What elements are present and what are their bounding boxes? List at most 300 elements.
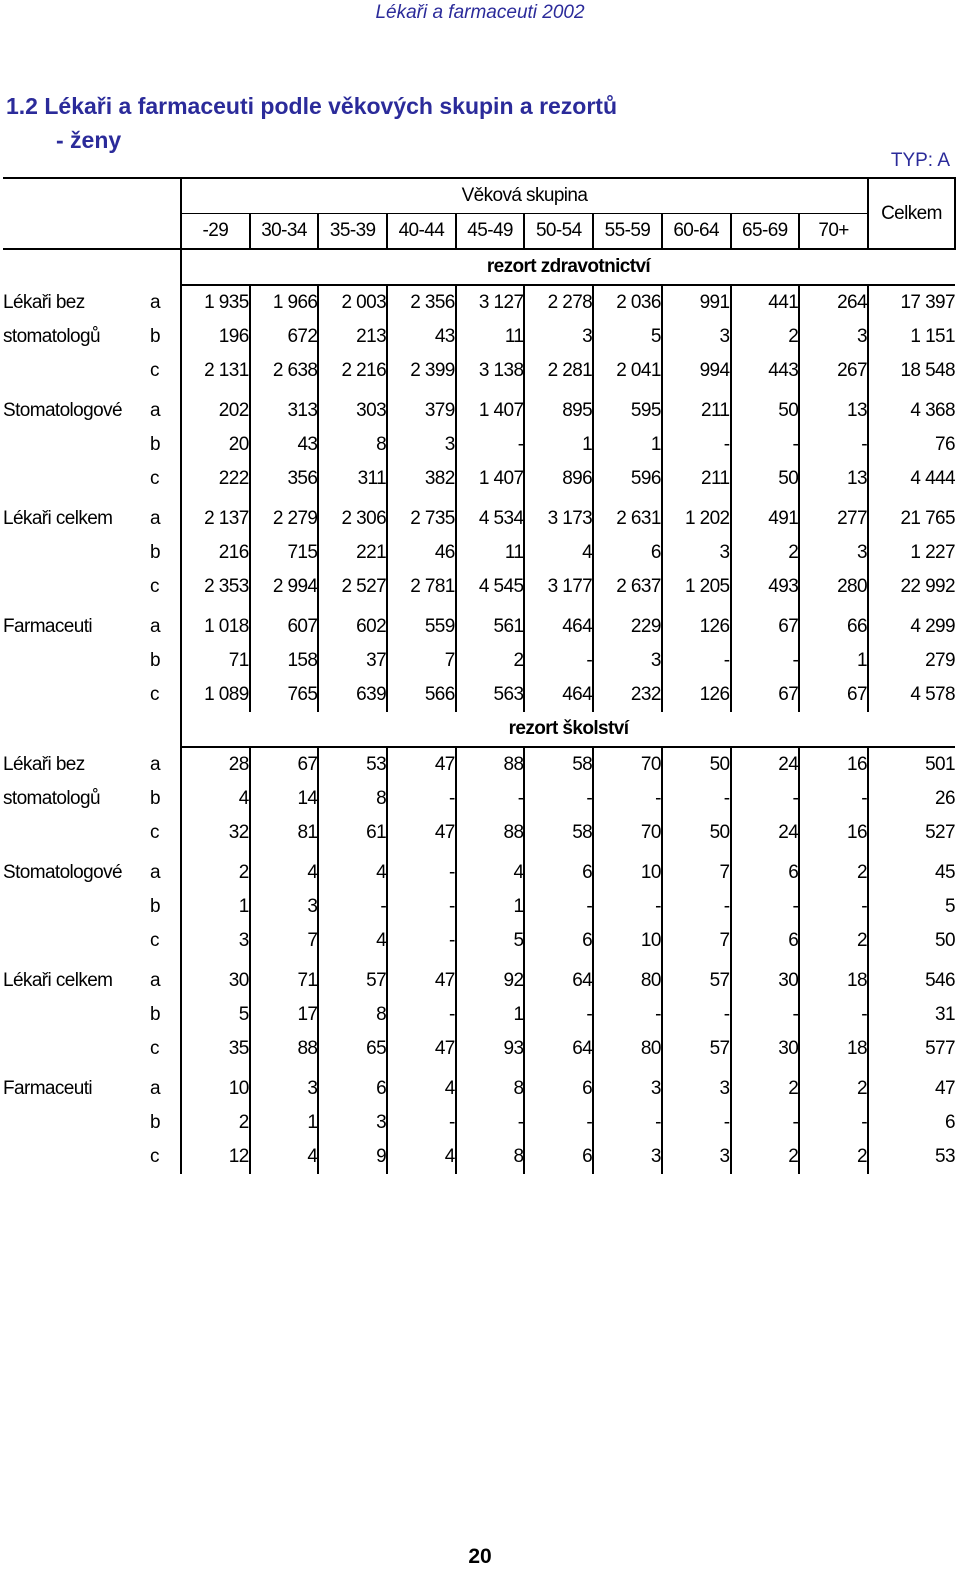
row-label: Lékaři celkem [3,970,113,991]
table-cell: 896 [524,462,593,496]
table-cell: 47 [387,958,456,998]
table-cell: 57 [662,1032,731,1066]
total-cell: 76 [868,428,955,462]
table-cell: 303 [318,388,387,428]
header-row-group [3,178,955,214]
row-sublabel: a [150,862,160,883]
row-sublabel: c [150,1146,159,1167]
table-cell: 211 [662,388,731,428]
table-cell: 10 [593,924,662,958]
table-cell: 126 [662,604,731,644]
row-label: Lékaři bez [3,291,85,313]
table-cell: 16 [799,747,868,782]
table-row [3,428,955,462]
row-label: stomatologů [3,326,100,347]
table-cell: 66 [799,604,868,644]
table-cell: 88 [250,1032,319,1066]
table-cell: 379 [387,388,456,428]
table-row [3,890,955,924]
row-sublabel: c [150,930,159,951]
table-cell: 126 [662,678,731,712]
table-cell: - [662,890,731,924]
age-group-header: 70+ [799,214,868,250]
age-group-header: 50-54 [524,214,593,250]
table-cell: 50 [731,462,800,496]
table-cell: 3 [662,320,731,354]
table-cell: 8 [318,428,387,462]
table-cell: 232 [593,678,662,712]
table-cell: 277 [799,496,868,536]
table-row [3,320,955,354]
table-cell: 313 [250,388,319,428]
age-groups-row [3,214,955,250]
table-row [3,998,955,1032]
table-cell: 8 [318,782,387,816]
table-row [3,816,955,850]
table-cell: 4 [318,850,387,890]
row-sublabel: a [150,291,160,313]
table-row [3,354,955,388]
table-cell: 4 [456,850,525,890]
table-cell: 14 [250,782,319,816]
table-cell: 30 [731,958,800,998]
table-cell: 7 [662,924,731,958]
table-cell: - [799,1106,868,1140]
table-cell: - [593,1106,662,1140]
table-row [3,285,955,320]
table-row [3,496,955,536]
table-cell: 70 [593,816,662,850]
table-cell: 10 [593,850,662,890]
table-cell: 64 [524,958,593,998]
section-blank [3,249,181,285]
table-cell: - [524,782,593,816]
table-cell: 67 [731,678,800,712]
table-cell: 12 [181,1140,250,1174]
row-sublabel: a [150,508,160,529]
table-cell: 559 [387,604,456,644]
table-cell: - [731,428,800,462]
table-cell: 443 [731,354,800,388]
table-cell: 28 [181,747,250,782]
table-cell: 1 [524,428,593,462]
row-sublabel: c [150,684,159,705]
table-cell: 2 306 [318,496,387,536]
table-row [3,1140,955,1174]
table-cell: 65 [318,1032,387,1066]
row-label [3,354,150,388]
table-cell: - [731,998,800,1032]
table-cell: 2 353 [181,570,250,604]
table-row [3,1032,955,1066]
section-title: rezort školství [181,712,955,747]
table-cell: 2 216 [318,354,387,388]
table-cell: - [456,782,525,816]
table-cell: 2 [181,850,250,890]
total-cell: 546 [868,958,955,998]
table-cell: 441 [731,285,800,320]
table-cell: 4 534 [456,496,525,536]
table-cell: 202 [181,388,250,428]
row-sublabel: b [150,434,160,455]
table-cell: 895 [524,388,593,428]
total-cell: 53 [868,1140,955,1174]
table-cell: 382 [387,462,456,496]
table-cell: 10 [181,1066,250,1106]
table-cell: 595 [593,388,662,428]
table-cell: 6 [524,850,593,890]
table-cell: 1 089 [181,678,250,712]
row-label [3,924,150,958]
table-cell: 80 [593,1032,662,1066]
table-cell: 3 [318,1106,387,1140]
table-cell: - [662,782,731,816]
table-cell: 596 [593,462,662,496]
table-cell: 3 [799,536,868,570]
row-sublabel: c [150,468,159,489]
row-label [3,428,150,462]
table-cell: 4 545 [456,570,525,604]
table-cell: 5 [593,320,662,354]
table-cell: 8 [456,1066,525,1106]
table-cell: 1 935 [181,285,250,320]
table-cell: 81 [250,816,319,850]
table-cell: 1 205 [662,570,731,604]
table-cell: 6 [524,1140,593,1174]
table-cell: 2 137 [181,496,250,536]
table-cell: 3 [593,1140,662,1174]
table-cell: 222 [181,462,250,496]
table-cell: 13 [799,388,868,428]
table-cell: 11 [456,320,525,354]
row-label: stomatologů [3,788,100,809]
table-cell: 2 [731,536,800,570]
row-sublabel: a [150,400,160,421]
table-cell: 8 [318,998,387,1032]
table-cell: 639 [318,678,387,712]
table-row [3,782,955,816]
table-cell: 1 [799,644,868,678]
header-blank [3,178,181,214]
table-cell: 93 [456,1032,525,1066]
table-cell: 267 [799,354,868,388]
table-cell: 3 [593,644,662,678]
table-cell: 4 [387,1140,456,1174]
table-cell: 196 [181,320,250,354]
table-cell: 18 [799,1032,868,1066]
table-cell: 47 [387,1032,456,1066]
table-cell: 2 041 [593,354,662,388]
table-cell: 88 [456,816,525,850]
table-cell: - [731,782,800,816]
total-cell: 17 397 [868,285,955,320]
table-cell: 464 [524,678,593,712]
table-cell: 4 [250,850,319,890]
table-cell: 1 [593,428,662,462]
total-cell: 50 [868,924,955,958]
table-cell: 2 [799,924,868,958]
table-cell: 57 [318,958,387,998]
row-sublabel: b [150,788,160,809]
row-sublabel: b [150,1004,160,1025]
table-cell: 1 [250,1106,319,1140]
total-cell: 527 [868,816,955,850]
age-group-header: 60-64 [662,214,731,250]
table-cell: 35 [181,1032,250,1066]
table-cell: 3 [662,1066,731,1106]
table-cell: 3 [387,428,456,462]
age-group-heading: Věková skupina [181,178,868,214]
table-cell: - [662,644,731,678]
table-cell: 2 003 [318,285,387,320]
table-cell: 4 [250,1140,319,1174]
total-cell: 47 [868,1066,955,1106]
row-sublabel: b [150,1112,160,1133]
table-cell: 2 [731,320,800,354]
table-cell: 50 [731,388,800,428]
table-cell: 1 202 [662,496,731,536]
table-cell: 20 [181,428,250,462]
table-cell: - [387,890,456,924]
table-cell: 2 638 [250,354,319,388]
table-row [3,644,955,678]
row-sublabel: c [150,360,159,381]
table-cell: 1 [456,998,525,1032]
table-cell: 64 [524,1032,593,1066]
table-cell: 80 [593,958,662,998]
table-cell: - [799,890,868,924]
table-cell: 2 994 [250,570,319,604]
data-table [3,177,956,1174]
table-cell: 3 [662,1140,731,1174]
table-cell: 4 [318,924,387,958]
table-cell: 765 [250,678,319,712]
table-cell: 47 [387,747,456,782]
table-cell: 17 [250,998,319,1032]
table-cell: 602 [318,604,387,644]
table-cell: 30 [731,1032,800,1066]
table-cell: 211 [662,462,731,496]
table-cell: 46 [387,536,456,570]
table-cell: 311 [318,462,387,496]
table-cell: - [387,850,456,890]
table-cell: 3 173 [524,496,593,536]
table-row [3,850,955,890]
table-cell: 18 [799,958,868,998]
table-cell: 5 [456,924,525,958]
table-cell: - [456,428,525,462]
table-cell: 50 [662,816,731,850]
total-cell: 4 578 [868,678,955,712]
table-cell: 3 [524,320,593,354]
table-cell: 71 [181,644,250,678]
table-cell: 2 637 [593,570,662,604]
table-cell: - [524,998,593,1032]
title-line-1: 1.2 Lékaři a farmaceuti podle věkových skupin a rezortů [6,93,618,119]
table-cell: 2 [799,1140,868,1174]
table-cell: 464 [524,604,593,644]
total-cell: 1 227 [868,536,955,570]
section-row [3,712,955,747]
table-cell: 1 407 [456,462,525,496]
table-cell: - [662,428,731,462]
row-label: Farmaceuti [3,616,93,637]
table-cell: 2 399 [387,354,456,388]
table-cell: 67 [250,747,319,782]
row-sublabel: c [150,822,159,843]
table-cell: 50 [662,747,731,782]
total-cell: 31 [868,998,955,1032]
row-sublabel: a [150,970,160,991]
age-group-header: 55-59 [593,214,662,250]
table-cell: - [593,890,662,924]
age-group-header: 45-49 [456,214,525,250]
row-label [3,536,150,570]
table-cell: 3 [662,536,731,570]
table-cell: 3 [250,890,319,924]
table-cell: 43 [387,320,456,354]
row-label [3,890,150,924]
table-cell: 2 781 [387,570,456,604]
table-row [3,958,955,998]
table-cell: 491 [731,496,800,536]
table-cell: 53 [318,747,387,782]
table-row [3,747,955,782]
table-cell: - [318,890,387,924]
section-blank [3,712,181,747]
table-cell: 67 [799,678,868,712]
table-cell: 3 [799,320,868,354]
table-row [3,924,955,958]
table-cell: 47 [387,816,456,850]
table-cell: 229 [593,604,662,644]
table-cell: 3 [593,1066,662,1106]
total-cell: 21 765 [868,496,955,536]
table-cell: 7 [250,924,319,958]
table-cell: 4 [181,782,250,816]
table-row [3,462,955,496]
row-label: Farmaceuti [3,1078,93,1099]
table-cell: - [593,998,662,1032]
table-cell: 563 [456,678,525,712]
total-cell: 279 [868,644,955,678]
row-sublabel: b [150,650,160,671]
table-cell: 16 [799,816,868,850]
table-cell: 6 [593,536,662,570]
row-sublabel: a [150,616,160,637]
table-cell: 2 281 [524,354,593,388]
table-row [3,1106,955,1140]
table-cell: 88 [456,747,525,782]
age-group-header: 65-69 [731,214,800,250]
table-cell: 3 [181,924,250,958]
row-label [3,998,150,1032]
table-cell: 4 [524,536,593,570]
table-cell: 2 036 [593,285,662,320]
table-cell: 216 [181,536,250,570]
total-cell: 6 [868,1106,955,1140]
age-group-header: 35-39 [318,214,387,250]
table-cell: 24 [731,816,800,850]
total-cell: 4 368 [868,388,955,428]
table-cell: 32 [181,816,250,850]
page-number: 20 [468,1545,492,1568]
table-cell: 493 [731,570,800,604]
table-row [3,604,955,644]
table-cell: 2 279 [250,496,319,536]
row-label [3,1140,150,1174]
table-cell: 2 278 [524,285,593,320]
table-cell: 67 [731,604,800,644]
row-label [3,462,150,496]
row-label [3,678,150,712]
table-cell: 57 [662,958,731,998]
row-label [3,570,150,604]
page-title [6,89,617,157]
table-cell: - [524,644,593,678]
total-cell: 26 [868,782,955,816]
table-cell: - [662,1106,731,1140]
table-cell: 30 [181,958,250,998]
type-label: TYP: A [890,150,950,171]
row-label: Lékaři bez [3,753,85,775]
row-label: Lékaři celkem [3,508,113,529]
table-cell: - [387,782,456,816]
table-cell: 1 966 [250,285,319,320]
table-cell: 2 [799,1066,868,1106]
table-cell: 607 [250,604,319,644]
table-cell: 264 [799,285,868,320]
table-row [3,1066,955,1106]
table-cell: 8 [456,1140,525,1174]
table-cell: 11 [456,536,525,570]
table-cell: - [799,782,868,816]
row-sublabel: a [150,753,160,775]
age-group-header: 30-34 [250,214,319,250]
table-cell: - [731,644,800,678]
table-cell: 2 631 [593,496,662,536]
table-cell: - [593,782,662,816]
table-row [3,570,955,604]
table-cell: - [662,998,731,1032]
table-cell: 1 407 [456,388,525,428]
table-cell: 2 735 [387,496,456,536]
row-sublabel: c [150,1038,159,1059]
table-cell: 92 [456,958,525,998]
header-blank [3,214,181,250]
table-row [3,678,955,712]
table-cell: 2 [799,850,868,890]
table-cell: 43 [250,428,319,462]
title-line-2: - ženy [56,127,122,153]
table-cell: 7 [387,644,456,678]
total-cell: 501 [868,747,955,782]
table-cell: - [731,890,800,924]
total-cell: 18 548 [868,354,955,388]
table-cell: - [731,1106,800,1140]
table-cell: 994 [662,354,731,388]
table-cell: 2 131 [181,354,250,388]
table-cell: 2 356 [387,285,456,320]
table-cell: 6 [524,1066,593,1106]
table-cell: 3 [250,1066,319,1106]
row-sublabel: b [150,896,160,917]
table-cell: - [387,998,456,1032]
table-cell: - [387,924,456,958]
table-cell: 6 [731,924,800,958]
table-cell: - [524,890,593,924]
table-cell: - [799,998,868,1032]
